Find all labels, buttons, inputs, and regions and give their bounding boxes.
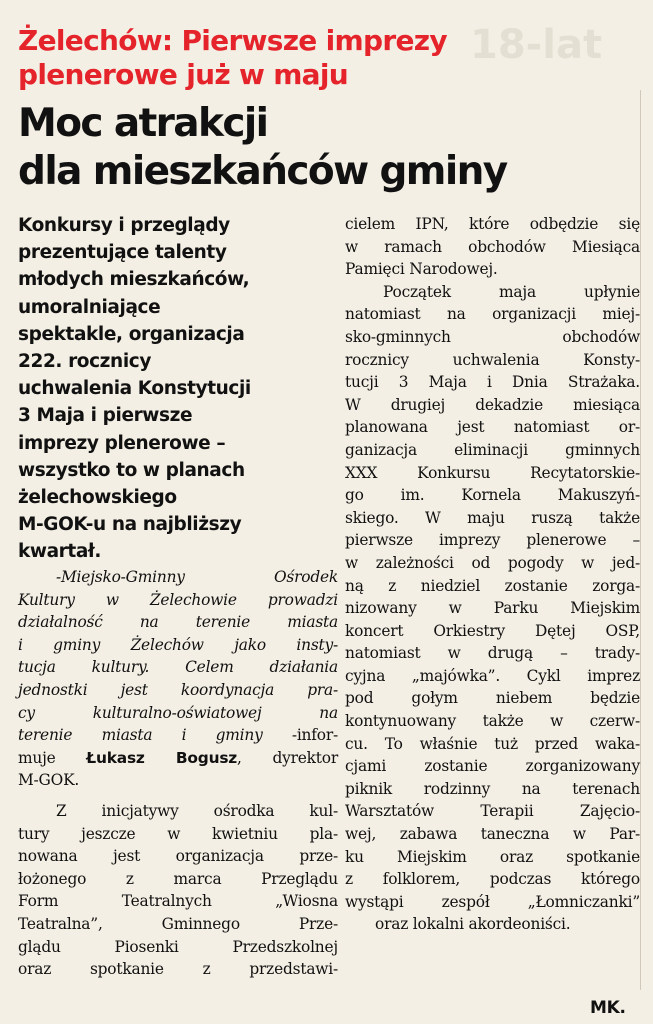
lead-line: spektakle, organizacja: [18, 323, 245, 345]
body-line: ganizacja eliminacji gminnych: [345, 440, 640, 459]
body-line: Początek maja upłynie: [383, 282, 640, 301]
quote-line: tucja kultury. Celem działania: [18, 658, 338, 677]
body-line: łożonego z marca Przeglądu: [18, 869, 338, 888]
body-line: pod gołym niebem będzie: [345, 689, 640, 708]
body-line: Warsztatów Terapii Zajęcio-: [345, 802, 640, 821]
speaker-role: , dyrektor: [237, 748, 338, 767]
quote-line-text: terenie miasta i gminy: [18, 726, 263, 745]
headline-line: Moc atrakcji: [18, 101, 268, 146]
headline: [18, 100, 578, 196]
body-line: wej, zabawa taneczna w Par-: [345, 825, 640, 844]
body-line: cyjna „majówka”. Cykl imprez: [345, 666, 640, 685]
lead-line: 3 Maja i pierwsze: [18, 405, 193, 427]
body-line: z folklorem, podczas którego: [345, 870, 640, 889]
body-line: rocznicy uchwalenia Konsty-: [345, 350, 640, 369]
body-paragraph-2: [345, 281, 640, 936]
body-line: Teatralna”, Gminnego Prze-: [18, 914, 338, 933]
quote-line: Kultury w Żelechowie prowadzi: [18, 590, 338, 609]
body-line: XXX Konkursu Recytatorskie-: [345, 463, 640, 482]
body-line: W drugiej dekadzie miesiąca: [345, 395, 640, 414]
body-line: nowana jest organizacja prze-: [18, 847, 338, 866]
quote-line: i gminy Żelechów jako insty-: [18, 635, 338, 654]
lead-line: żelechowskiego: [18, 487, 177, 509]
body-line: oraz spotkanie z przedstawi-: [18, 960, 338, 979]
lead-line: prezentujące talenty: [18, 242, 227, 264]
body-line: w zależności od pogody w jed-: [345, 553, 640, 572]
body-line: tucji 3 Maja i Dnia Strażaka.: [345, 373, 640, 392]
ghost-headline: 18-lat: [470, 22, 603, 68]
body-line: ną z niedziel zostanie zorga-: [345, 576, 640, 595]
quote-line: działalność na terenie miasta: [18, 613, 338, 632]
body-column-left: [18, 566, 338, 981]
lead-line: imprezy plenerowe –: [18, 432, 226, 454]
kicker-line: plenerowe już w maju: [18, 58, 348, 91]
body-line: glądu Piosenki Przedszkolnej: [18, 937, 338, 956]
body-line: sko-gminnych obchodów: [345, 327, 640, 346]
body-line: cjami zostanie zorganizowany: [345, 757, 640, 776]
lead-line: 222. rocznicy: [18, 351, 151, 373]
body-paragraph-1-continued: [345, 213, 640, 281]
lead-line: umoralniające: [18, 296, 161, 318]
quote-paragraph: [18, 566, 338, 792]
body-line: Pamięci Narodowej.: [345, 260, 498, 279]
body-line: kontynuowany także w czerw-: [345, 712, 640, 731]
body-line: go im. Kornela Makuszyń-: [345, 486, 640, 505]
body-line: skiego. W maju ruszą także: [345, 508, 640, 527]
speaker-name: Łukasz Bogusz: [86, 748, 238, 767]
body-line: tury jeszcze w kwietniu pla-: [18, 824, 338, 843]
body-line: pierwsze imprezy plenerowe –: [345, 531, 640, 550]
lead-line: kwartał.: [18, 541, 102, 563]
body-line: ku Miejskim oraz spotkanie: [345, 847, 640, 866]
kicker: [18, 24, 538, 92]
body-line: oraz lokalni akordeoniści.: [375, 915, 571, 934]
body-line: natomiast na organizacji miej-: [345, 305, 640, 324]
body-line: cielem IPN, które odbędzie się: [345, 215, 640, 233]
body-line: piknik rodzinny na terenach: [345, 779, 640, 798]
lead-line: Konkursy i przeglądy: [18, 215, 230, 236]
body-line: Form Teatralnych „Wiosna: [18, 892, 338, 911]
kicker-line: Żelechów: Pierwsze imprezy: [18, 24, 447, 57]
body-line: wystąpi zespół „Łomniczanki”: [345, 892, 640, 911]
body-line: planowana jest natomiast or-: [345, 418, 640, 437]
body-line: koncert Orkiestry Dętej OSP,: [345, 621, 640, 640]
body-line: Z inicjatywy ośrodka kul-: [56, 801, 338, 820]
lead-line: uchwalenia Konstytucji: [18, 378, 251, 400]
author-signature: MK.: [590, 998, 626, 1018]
lead-line: wszystko to w planach: [18, 459, 245, 481]
quote-line: cy kulturalno-oświatowej na: [18, 703, 338, 722]
informs-text: -infor-: [262, 726, 338, 745]
lead-line: młodych mieszkańców,: [18, 269, 250, 291]
attribution-line: [18, 747, 338, 770]
body-line: nizowany w Parku Miejskim: [345, 599, 640, 618]
body-line: w ramach obchodów Miesiąca: [345, 237, 640, 256]
body-column-right: [345, 213, 640, 936]
organization-line: M-GOK.: [18, 771, 80, 790]
headline-line: dla mieszkańców gminy: [18, 149, 507, 194]
muje-text: muje: [18, 748, 87, 767]
lead-line: M-GOK-u na najbliższy: [18, 514, 242, 536]
quote-line: jednostki jest koordynacja pra-: [18, 680, 338, 699]
body-line: natomiast w drugą – trady-: [345, 644, 640, 663]
body-paragraph-1: [18, 800, 338, 981]
lead-paragraph: [18, 212, 348, 566]
body-line: cu. To właśnie tuż przed waka-: [345, 734, 640, 753]
quote-line: [18, 724, 338, 747]
quote-line: -Miejsko-Gminny Ośrodek: [56, 568, 338, 586]
